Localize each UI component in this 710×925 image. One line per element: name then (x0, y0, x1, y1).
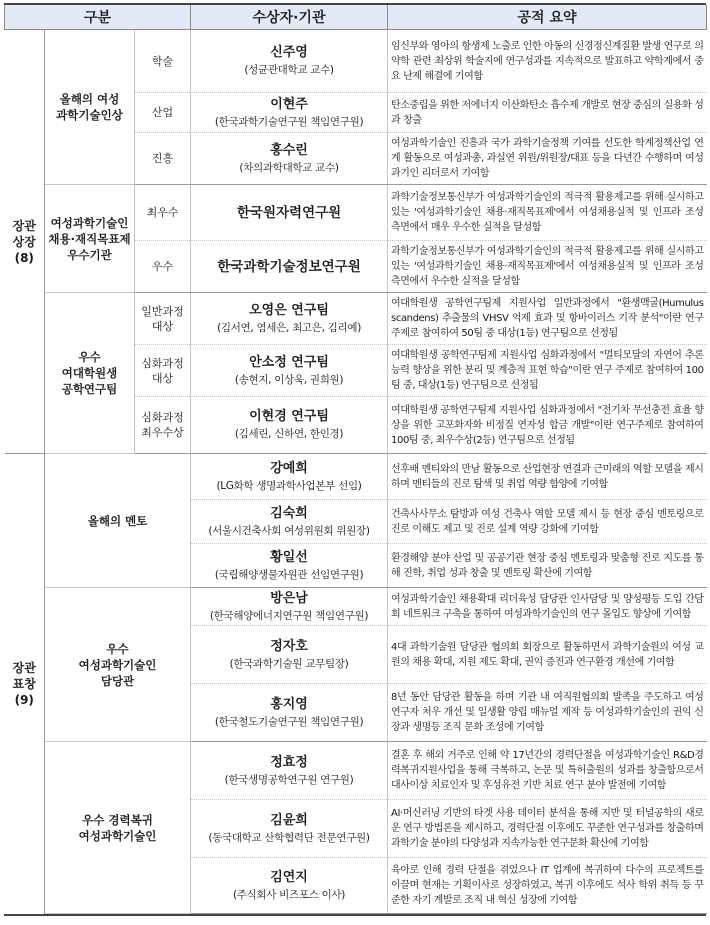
table-row (5, 30, 707, 93)
recipient-name: 한국원자력연구원 (236, 204, 342, 221)
recipient-name: 강예희 (270, 460, 308, 476)
table-row (5, 742, 707, 800)
recipient-cell (191, 345, 388, 397)
recipient-cell (191, 241, 388, 293)
recipient-cell (191, 30, 388, 93)
award-name: 올해의 멘토 (45, 454, 191, 588)
recipient-name: 홍지영 (270, 696, 308, 712)
recipient-name: 김연지 (270, 869, 308, 885)
recipient-name: 김숙희 (270, 505, 308, 521)
table-row (5, 588, 707, 626)
header-category: 구분 (5, 5, 191, 30)
recipient-cell (191, 500, 388, 544)
achievement-summary: 여대학원생 공학연구팀제 지원사업 심화과정에서 "멀티모달의 자연어 추론능력 향상을 위한 분리 및 계층적 표현 학습"이란 연구 주제로 참여하여 100팀 중, 대상(1등) 연구팀으로 선정됨 (388, 345, 707, 397)
award-name: 올해의 여성 과학기술인상 (45, 30, 135, 185)
recipient-cell (191, 684, 388, 742)
achievement-summary: 결혼 후 해외 거주로 인해 약 17년간의 경력단절을 여성과학기술인 R&D경력복귀지원사업을 통해 극복하고, 논문 및 특허출원의 성과를 창출함으로서 대사이상 치료인자 및 후성유전 기반 치료 연구 분야 발전에 기여함 (388, 742, 707, 800)
subcategory: 우수 (135, 241, 191, 293)
recipient-name: 이현경 연구팀 (249, 409, 329, 424)
header-recipient: 수상자·기관 (191, 5, 388, 30)
recipient-affiliation: (한국과학기술연구원 책임연구원) (214, 115, 364, 128)
recipient-cell (191, 588, 388, 626)
awards-table (4, 5, 707, 914)
subcategory: 산업 (135, 93, 191, 133)
award-name: 우수 여성과학기술인 담당관 (45, 588, 191, 742)
awards-document (4, 3, 706, 916)
recipient-cell (191, 742, 388, 800)
award-name: 우수 여대학원생 공학연구팀 (45, 293, 135, 454)
recipient-affiliation: (김세린, 신하연, 한인경) (234, 428, 344, 440)
subcategory: 학술 (135, 30, 191, 93)
achievement-summary: 선후배 멘티와의 만남 활동으로 산업현장 연결과 근미래의 역할 모델을 제시하며 멘티들의 진로 탐색 및 취업 역량 함양에 기여함 (388, 454, 707, 500)
achievement-summary: 여성과학기술인 채용확대 리더육성 담당관 인사담당 및 양성평등 도입 간담회 네트워크 구축을 통하여 여성과학기술인의 연구 몰입도 향상에 기여함 (388, 588, 707, 626)
recipient-cell (191, 800, 388, 858)
award-name: 우수 경력복귀 여성과학기술인 (45, 742, 191, 914)
achievement-summary: 과학기술정보통신부가 여성과학기술인의 적극적 활용제고를 위해 실시하고 있는 '여성과학기술인 채용·재직목표제'에서 여성채용실적 및 인프라 조성 측면에서 우수한 실적을 달성함 (388, 241, 707, 293)
recipient-cell (191, 454, 388, 500)
table-header-row (5, 5, 707, 30)
recipient-cell (191, 858, 388, 914)
table-row (5, 454, 707, 500)
recipient-name: 안소정 연구팀 (249, 354, 329, 370)
recipient-name: 한국과학기술정보연구원 (217, 258, 361, 275)
recipient-affiliation: (서울시건축사회 여성위원회 위원장) (208, 524, 370, 537)
achievement-summary: AI·머신러닝 기반의 타겟 사용 데이터 분석을 통해 지반 및 터널공학의 새로운 연구 방법론을 제시하고, 경력단절 이후에도 꾸준한 연구성과를 창출하며 과학기술 분야의 다양성과 지속가능한 연구문화 확산에 기여함 (388, 800, 707, 858)
achievement-summary: 건축사사무소 탐방과 여성 건축사 역할 모델 제시 등 현장 중심 멘토링으로 진로 이해도 제고 및 진로 설계 역량 강화에 기여함 (388, 500, 707, 544)
recipient-affiliation: (차의과학대학교 교수) (239, 161, 339, 174)
achievement-summary: 여대학원생 공학연구팀제 지원사업 심화과정에서 "전기차 무선충전 효율 향상을 위한 고포화자화 비정질 연자성 합금 개발"이란 연구주제로 참여하여 100팀 중, 최우수상(2등) 연구팀으로 선정됨 (388, 397, 707, 454)
recipient-affiliation: (한국생명공학연구원 연구원) (224, 773, 354, 786)
subcategory: 최우수 (135, 185, 191, 241)
recipient-cell (191, 185, 388, 241)
subcategory: 진흥 (135, 133, 191, 185)
recipient-affiliation: (한국철도기술연구원 책임연구원) (214, 715, 364, 728)
achievement-summary: 탄소중립을 위한 저에너지 이산화탄소 흡수제 개발로 현장 중심의 실용화 성과 창출 (388, 93, 707, 133)
header-summary: 공적 요약 (388, 5, 707, 30)
recipient-affiliation: (김서연, 염세은, 최고은, 김리예) (217, 321, 361, 334)
recipient-name: 김윤희 (270, 812, 308, 828)
achievement-summary: 여성과학기술인 진흥과 국가 과학기술정책 기여를 선도한 학계정책산업 연계 활동으로 여성과총, 과실연 위원/위원장/대표 등을 다년간 수행하며 여성과기인 리더로서 기여함 (388, 133, 707, 185)
recipient-cell (191, 133, 388, 185)
recipient-affiliation: (송현지, 이상욱, 권희원) (234, 373, 344, 386)
recipient-cell (191, 397, 388, 454)
recipient-affiliation: (한국해양에너지연구원 책임연구원) (209, 609, 369, 622)
achievement-summary: 육아로 인해 경력 단절을 겪었으나 IT 업계에 복귀하여 다수의 프로젝트를 이끌며 현재는 기획이사로 성장하였고, 복귀 이후에도 석사 학위 취득 등 꾸준한 자기 계발로 조직 내 혁신 성장에 기여함 (388, 858, 707, 914)
recipient-name: 홍수린 (270, 142, 308, 158)
achievement-summary: 4대 과학기술원 담당관 협의회 회장으로 활동하면서 과학기술원의 여성 교원의 채용 확대, 지원 제도 확대, 권익 증진과 연구환경 개선에 기여함 (388, 626, 707, 684)
recipient-cell (191, 93, 388, 133)
recipient-affiliation: (주식회사 비즈포스 이사) (232, 888, 346, 901)
recipient-name: 황일선 (270, 549, 308, 565)
recipient-affiliation: (한국과학기술원 교무팀장) (229, 657, 349, 670)
subcategory: 일반과정 대상 (135, 293, 191, 345)
achievement-summary: 8년 동안 담당관 활동을 하며 기관 내 여직원협의회 발족을 주도하고 여성 연구자 처우 개선 및 일생활 양립 매뉴얼 제작 등 여성과학기술인의 권익 신장과 생명등 조직 문화 조성에 기여함 (388, 684, 707, 742)
award-name: 여성과학기술인 채용·재직목표제 우수기관 (45, 185, 135, 293)
achievement-summary: 과학기술정보통신부가 여성과학기술인의 적극적 활용제고를 위해 실시하고 있는 '여성과학기술인 채용·재직목표제'에서 여성채용실적 및 인프라 조성 측면에서 매우 우수한 실적을 달성함 (388, 185, 707, 241)
recipient-name: 오영은 연구팀 (249, 302, 329, 318)
recipient-cell (191, 544, 388, 588)
achievement-summary: 환경해양 분야 산업 및 공공기관 현장 중심 멘토링과 맞춤형 진로 지도를 통해 진학, 취업 성과 창출 및 멘토링 확산에 기여함 (388, 544, 707, 588)
table-row (5, 185, 707, 241)
recipient-affiliation: (LG화학 생명과학사업본부 선임) (216, 479, 362, 492)
table-row (5, 293, 707, 345)
recipient-cell (191, 293, 388, 345)
recipient-affiliation: (국립해양생물자원관 선임연구원) (214, 568, 364, 581)
recipient-name: 방은남 (270, 590, 308, 606)
recipient-name: 이현주 (270, 96, 308, 112)
achievement-summary: 임신부와 영아의 항생제 노출로 인한 아동의 신경정신계질환 발생 연구로 의약학 관련 최상위 학술지에 연구성과를 지속적으로 발표하고 약학계에서 중요 난제 해결에 기여함 (388, 30, 707, 93)
recipient-affiliation: (동국대학교 산학협력단 전문연구원) (208, 831, 370, 844)
recipient-name: 정자호 (270, 638, 308, 654)
section-label: 장관 표창 (9) (5, 454, 45, 914)
recipient-affiliation: (성균관대학교 교수) (244, 64, 334, 76)
achievement-summary: 여대학원생 공학연구팀제 지원사업 일반과정에서 "환생맥굴(Humulus scandens) 추출물의 VHSV 억제 효과 및 항바이러스 기작 분석"이란 연구 주제로 참여하여 50팀 중 대상(1등) 연구팀으로 선정됨 (388, 293, 707, 345)
recipient-name: 정효정 (270, 754, 308, 770)
section-label: 장관 상장 (8) (5, 30, 45, 454)
subcategory: 심화과정 최우수상 (135, 397, 191, 454)
subcategory: 심화과정 대상 (135, 345, 191, 397)
recipient-cell (191, 626, 388, 684)
recipient-name: 신주영 (270, 45, 308, 60)
table-bottom-rule (4, 914, 706, 916)
